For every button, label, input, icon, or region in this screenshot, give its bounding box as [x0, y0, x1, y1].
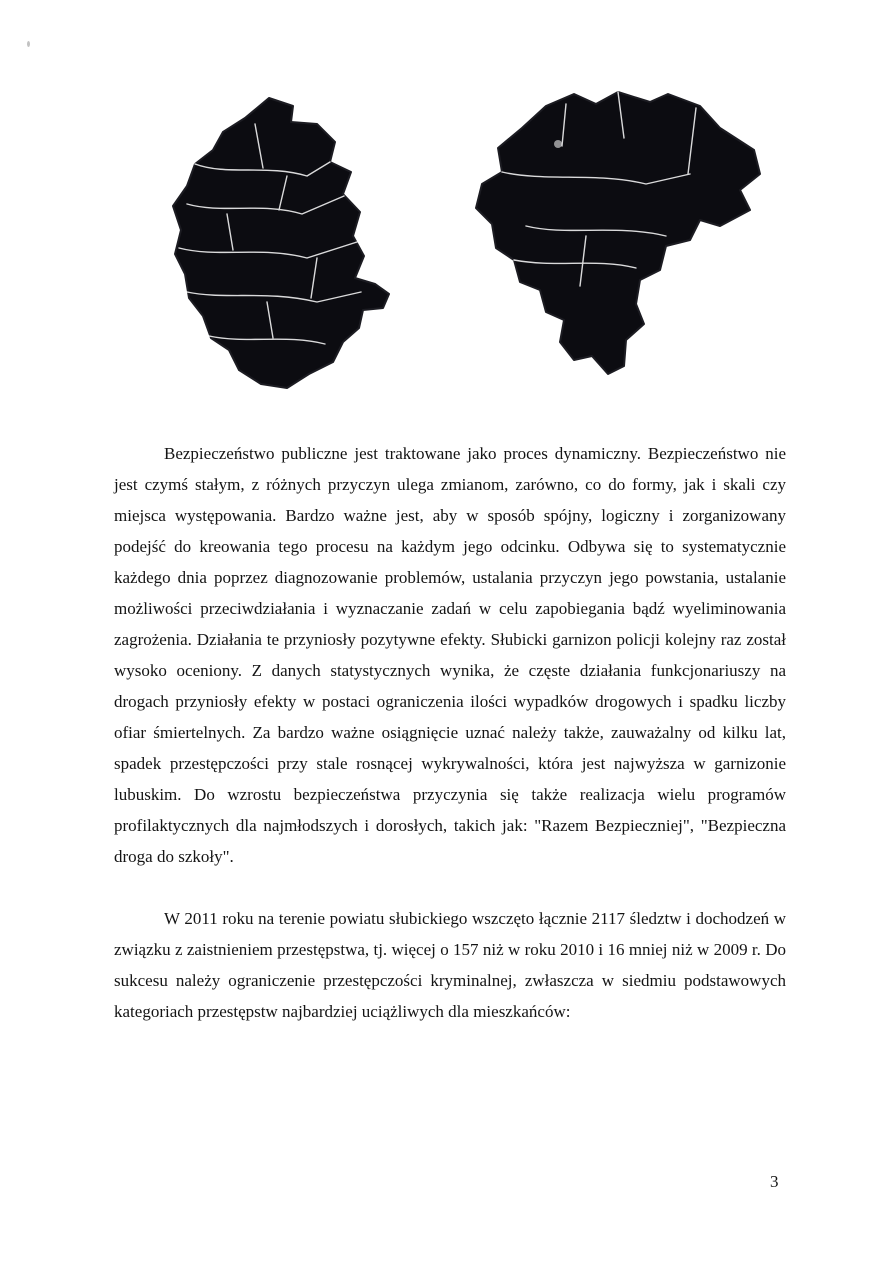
voivodeship-map-outline: [173, 98, 389, 388]
county-map-outline: [476, 92, 760, 374]
map-light-spot: [554, 140, 562, 148]
document-body: [114, 438, 786, 1027]
county-map-image: [466, 86, 762, 376]
body-paragraph-1: Bezpieczeństwo publiczne jest traktowane jako proces dynamiczny. Bezpieczeństwo nie jest czymś stałym, z różnych przyczyn ulega zmianom, zarówno, co do formy, jak i skali czy miejsca występowania. Bardzo ważne jest, aby w sposób spójny, logiczny i zorganizowany podejść do kreowania tego procesu na każdym jego odcinku. Odbywa się to systematycznie każdego dnia poprzez diagnozowanie problemów, ustalania przyczyn jego powstania, ustalanie możliwości przeciwdziałania i wyznaczanie zadań w celu zapobiegania bądź wyeliminowania zagrożenia. Działania te przyniosły pozytywne efekty. Słubicki garnizon policji kolejny raz został wysoko oceniony. Z danych statystycznych wynika, że częste działania funkcjonariuszy na drogach przyniosły efekty w postaci ograniczenia ilości wypadków drogowych i spadku liczby ofiar śmiertelnych. Za bardzo ważne osiągnięcie uznać należy także, zauważalny od kilku lat, spadek przestępczości przy stale rosnącej wykrywalności, która jest najwyższa w garnizonie lubuskim. Do wzrostu bezpieczeństwa przyczynia się także realizacja wielu programów profilaktycznych dla najmłodszych i dorosłych, takich jak: "Razem Bezpieczniej", "Bezpieczna droga do szkoły".: [114, 444, 786, 866]
body-paragraph-2: W 2011 roku na terenie powiatu słubickiego wszczęto łącznie 2117 śledztw i dochodzeń w związku z zaistnieniem przestępstwa, tj. więcej o 157 niż w roku 2010 i 16 mniej niż w 2009 r. Do sukcesu należy ograniczenie przestępczości kryminalnej, zwłaszcza w siedmiu podstawowych kategoriach przestępstw najbardziej uciążliwych dla mieszkańców:: [114, 909, 786, 1021]
scan-artifact-dot: [27, 41, 30, 47]
page-number: 3: [770, 1172, 779, 1191]
voivodeship-map-image: [167, 92, 391, 392]
